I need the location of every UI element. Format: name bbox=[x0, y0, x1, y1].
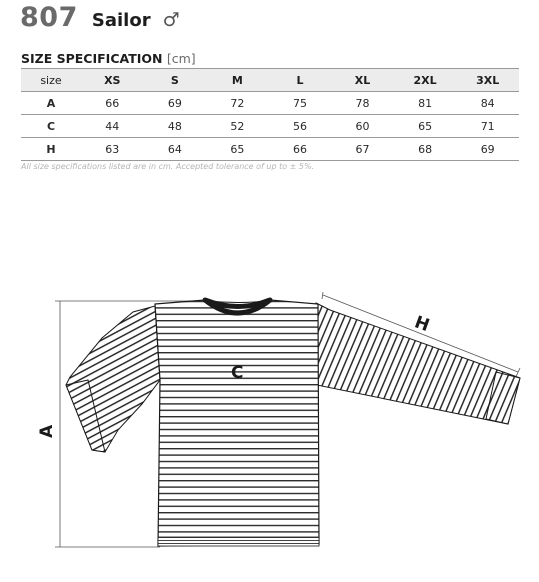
size-spec-unit: [cm] bbox=[166, 51, 196, 66]
table-cell: 66 bbox=[269, 138, 332, 161]
table-cell: 75 bbox=[269, 92, 332, 115]
row-label: A bbox=[21, 92, 81, 115]
table-cell: 63 bbox=[81, 138, 144, 161]
table-cell: 60 bbox=[331, 115, 394, 138]
size-header-s: S bbox=[144, 69, 207, 92]
label-a: A bbox=[37, 424, 57, 438]
row-label: H bbox=[21, 138, 81, 161]
table-cell: 71 bbox=[456, 115, 519, 138]
table-cell: 68 bbox=[394, 138, 457, 161]
table-cell: 69 bbox=[144, 92, 207, 115]
product-name: Sailor bbox=[91, 10, 151, 31]
product-code: 807 bbox=[20, 2, 78, 33]
product-header bbox=[20, 2, 180, 38]
size-table bbox=[21, 68, 519, 161]
table-row bbox=[21, 115, 519, 138]
table-cell: 81 bbox=[394, 92, 457, 115]
size-header-l: L bbox=[269, 69, 332, 92]
table-cell: 65 bbox=[394, 115, 457, 138]
tolerance-note: All size specifications listed are in cm. Accepted tolerance of up to ± 5%. bbox=[21, 162, 315, 171]
label-h: H bbox=[411, 312, 432, 337]
male-symbol-icon: ♂ bbox=[162, 9, 180, 31]
table-cell: 72 bbox=[206, 92, 269, 115]
size-table-corner: size bbox=[21, 69, 81, 92]
size-spec-title bbox=[21, 51, 196, 66]
size-header-3xl: 3XL bbox=[456, 69, 519, 92]
size-header-xl: XL bbox=[331, 69, 394, 92]
table-cell: 48 bbox=[144, 115, 207, 138]
table-cell: 52 bbox=[206, 115, 269, 138]
table-cell: 56 bbox=[269, 115, 332, 138]
table-cell: 66 bbox=[81, 92, 144, 115]
size-spec-label: SIZE SPECIFICATION bbox=[21, 51, 163, 66]
table-row bbox=[21, 138, 519, 161]
table-cell: 44 bbox=[81, 115, 144, 138]
shirt-measurement-diagram bbox=[0, 280, 539, 580]
table-cell: 65 bbox=[206, 138, 269, 161]
size-header-m: M bbox=[206, 69, 269, 92]
size-header-2xl: 2XL bbox=[394, 69, 457, 92]
table-row bbox=[21, 92, 519, 115]
hem-band bbox=[158, 537, 319, 546]
row-label: C bbox=[21, 115, 81, 138]
left-sleeve bbox=[66, 306, 160, 452]
size-header-xs: XS bbox=[81, 69, 144, 92]
table-cell: 69 bbox=[456, 138, 519, 161]
table-cell: 67 bbox=[331, 138, 394, 161]
table-cell: 78 bbox=[331, 92, 394, 115]
table-cell: 64 bbox=[144, 138, 207, 161]
size-table-header-row bbox=[21, 69, 519, 92]
shirt-body bbox=[155, 300, 319, 546]
label-c: C bbox=[231, 363, 244, 383]
table-cell: 84 bbox=[456, 92, 519, 115]
